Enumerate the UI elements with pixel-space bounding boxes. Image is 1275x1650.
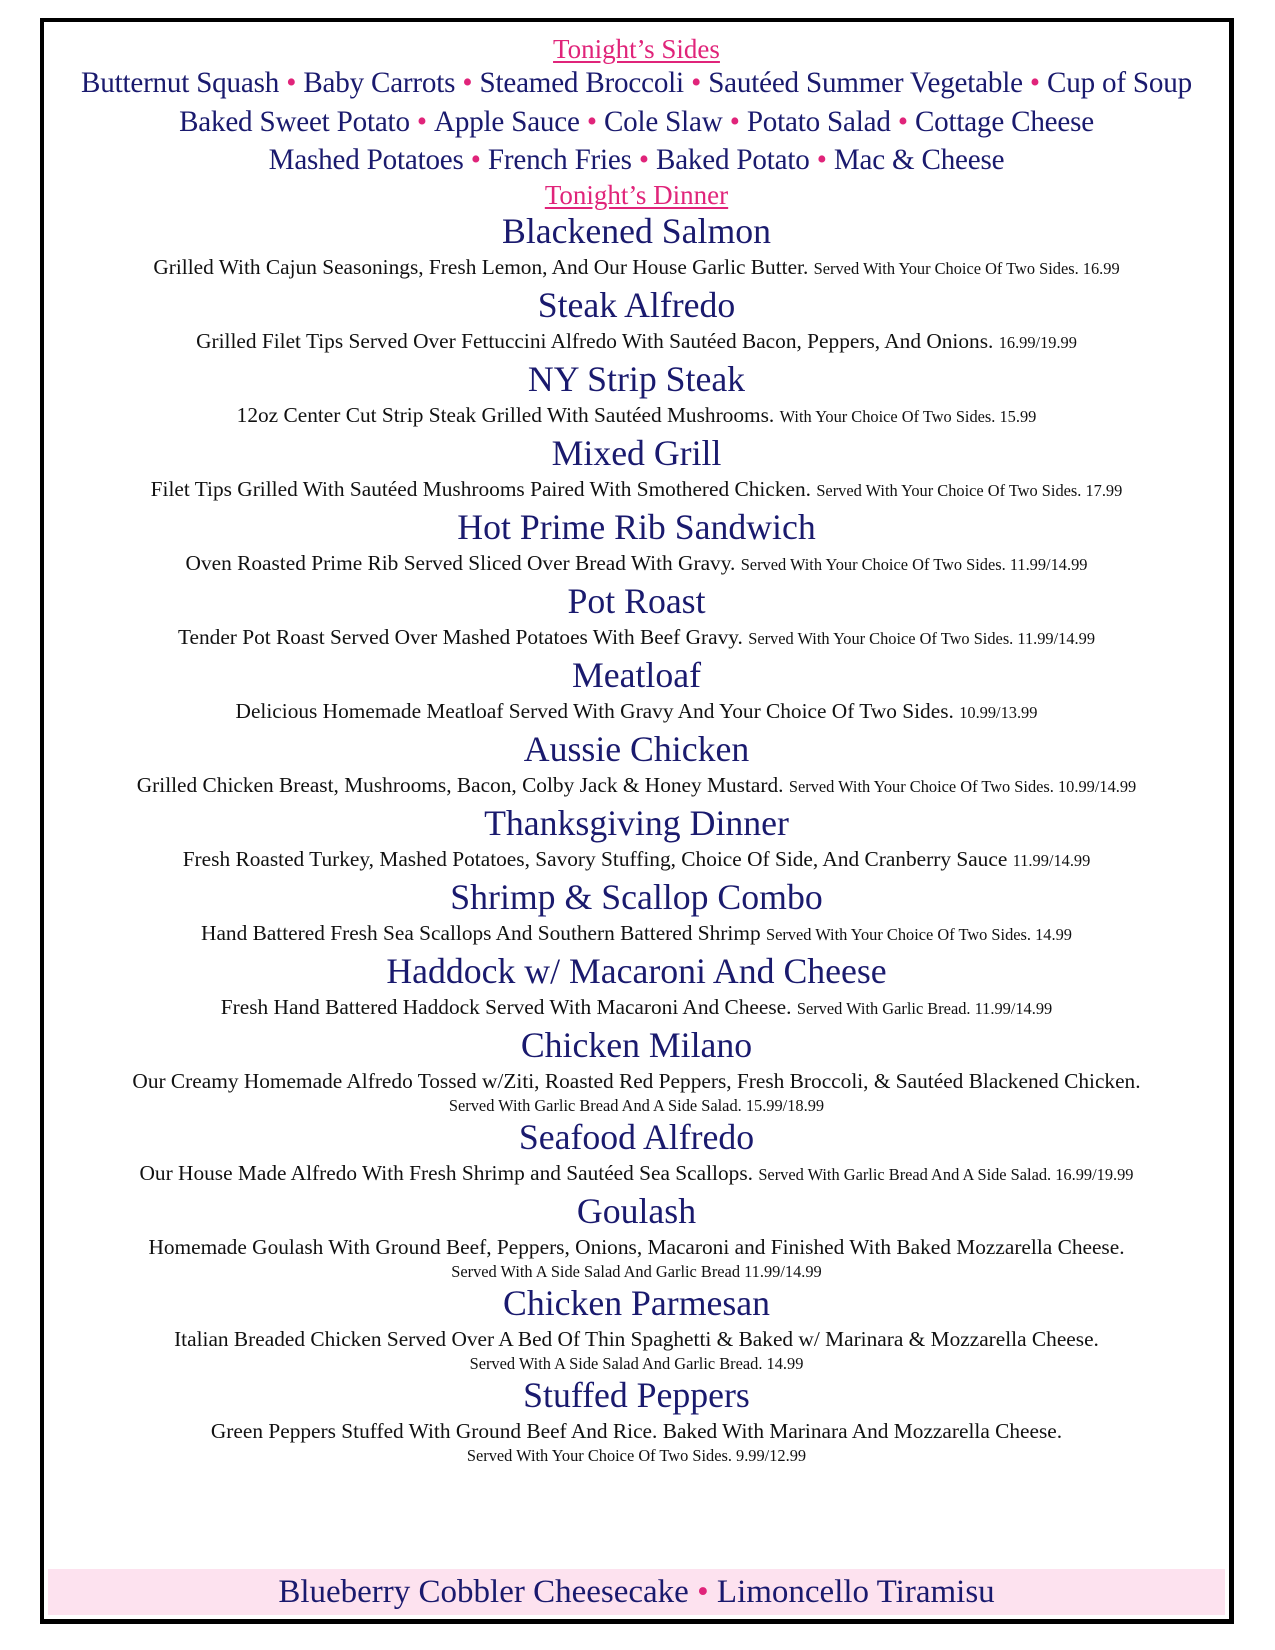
dinner-item-description [44, 844, 1229, 876]
separator-dot: • [286, 67, 297, 99]
separator-dot: • [691, 67, 702, 99]
dessert-item: Limoncello Tiramisu [716, 1574, 995, 1610]
dinner-item-price-note: Served With Your Choice Of Two Sides. 9.99/12.99 [466, 1445, 807, 1465]
dinner-item-name: Blackened Salmon [501, 210, 772, 251]
dinner-item-desc-main: Filet Tips Grilled With Sautéed Mushrooms Paired With Smothered Chicken. [150, 476, 811, 501]
dinner-item-name: Pot Roast [567, 580, 706, 621]
side-item: Baked Potato [656, 144, 810, 176]
dinner-item-name: Mixed Grill [551, 432, 722, 473]
dinner-item [44, 210, 1229, 284]
dinner-item-desc-main: Delicious Homemade Meatloaf Served With Gravy And Your Choice Of Two Sides. [235, 698, 954, 723]
dinner-item-desc-main: Our House Made Alfredo With Fresh Shrimp and Sautéed Sea Scallops. [139, 1160, 753, 1185]
dinner-item [44, 1190, 1229, 1282]
dinner-item [44, 358, 1229, 432]
dinner-item-desc-main: Fresh Roasted Turkey, Mashed Potatoes, Savory Stuffing, Choice Of Side, And Cranberry Sauce [182, 846, 1008, 871]
side-item: Baked Sweet Potato [179, 105, 410, 138]
dinner-item-price-note: Served With Your Choice Of Two Sides. 16.99 [813, 258, 1120, 278]
dinner-item-description [44, 770, 1229, 802]
separator-dot: • [816, 144, 827, 176]
dinner-item-desc-main: Tender Pot Roast Served Over Mashed Potatoes With Beef Gravy. [177, 624, 743, 649]
dinner-item-name: Hot Prime Rib Sandwich [457, 506, 816, 547]
dinner-item-description [44, 696, 1229, 728]
dinner-item-desc-main: Grilled With Cajun Seasonings, Fresh Lemon, And Our House Garlic Butter. [153, 254, 809, 279]
dinner-item-price-note: Served With Garlic Bread And A Side Salad. 16.99/19.99 [758, 1164, 1134, 1184]
side-item: Steamed Broccoli [479, 67, 684, 99]
dessert-item: Blueberry Cobbler Cheesecake [278, 1574, 689, 1610]
dinner-item-price-note: 16.99/19.99 [998, 332, 1077, 352]
dinner-heading: Tonight’s Dinner [544, 179, 729, 210]
dinner-item-name: Meatloaf [571, 654, 702, 695]
dinner-item [44, 1374, 1229, 1466]
side-item: Baby Carrots [303, 67, 456, 99]
sides-row [44, 141, 1229, 180]
side-item: Cup of Soup [1047, 67, 1192, 99]
dinner-item-desc-main: Green Peppers Stuffed With Ground Beef And Rice. Baked With Marinara And Mozzarella Cheese. [210, 1418, 1063, 1443]
dinner-item [44, 1282, 1229, 1374]
dinner-item-description [44, 326, 1229, 358]
dinner-item [44, 506, 1229, 580]
dinner-item [44, 1116, 1229, 1190]
sides-row [44, 103, 1229, 142]
dinner-item-name: Haddock w/ Macaroni And Cheese [386, 950, 887, 991]
dinner-item-price-note: Served With Your Choice Of Two Sides. 10.99/14.99 [788, 776, 1137, 796]
dinner-item-name: Seafood Alfredo [518, 1116, 755, 1157]
desserts-band [48, 1569, 1225, 1615]
dinner-item [44, 876, 1229, 950]
menu-content [44, 34, 1229, 1466]
dinner-item-desc-main: Grilled Chicken Breast, Mushrooms, Bacon, Colby Jack & Honey Mustard. [136, 772, 784, 797]
dinner-item-desc-main: Fresh Hand Battered Haddock Served With Macaroni And Cheese. [220, 994, 792, 1019]
separator-dot: • [697, 1574, 709, 1610]
dinner-item-name: Shrimp & Scallop Combo [450, 876, 823, 917]
dinner-item [44, 950, 1229, 1024]
sides-heading: Tonight’s Sides [553, 34, 720, 64]
dinner-item [44, 1024, 1229, 1116]
dinner-item-price-note: 10.99/13.99 [959, 702, 1038, 722]
dinner-item [44, 654, 1229, 728]
side-item: Cole Slaw [603, 105, 723, 138]
dinner-item-description [44, 1324, 1229, 1354]
side-item: Mashed Potatoes [268, 144, 464, 176]
dinner-item-desc-main: Oven Roasted Prime Rib Served Sliced Over Bread With Gravy. [185, 550, 736, 575]
separator-dot: • [1029, 67, 1040, 99]
dinner-item-name: Stuffed Peppers [523, 1374, 750, 1415]
dinner-item-description [44, 1066, 1229, 1096]
dinner-item [44, 432, 1229, 506]
separator-dot: • [470, 144, 481, 176]
menu-page [40, 18, 1234, 1624]
side-item: Butternut Squash [81, 67, 280, 99]
dinner-item-desc-main: Grilled Filet Tips Served Over Fettuccini Alfredo With Sautéed Bacon, Peppers, And Onions. [196, 328, 994, 353]
dinner-item-desc-main: Homemade Goulash With Ground Beef, Peppers, Onions, Macaroni and Finished With Baked Mozzarella Cheese. [148, 1234, 1125, 1259]
side-item: Cottage Cheese [914, 105, 1094, 138]
dinner-item-description [44, 252, 1229, 284]
dinner-item-description [44, 474, 1229, 506]
dinner-item [44, 284, 1229, 358]
dinner-item-price-note: Served With Your Choice Of Two Sides. 11.99/14.99 [748, 628, 1096, 648]
dinner-item-desc-main: Italian Breaded Chicken Served Over A Bed Of Thin Spaghetti & Baked w/ Marinara & Mozzarella Cheese. [174, 1326, 1099, 1351]
dinner-item [44, 580, 1229, 654]
dinner-item-description [44, 1416, 1229, 1446]
dinner-item-price-note: Served With Your Choice Of Two Sides. 14.99 [765, 924, 1072, 944]
dinner-item-price-note: Served With A Side Salad And Garlic Bread 11.99/14.99 [451, 1261, 822, 1281]
dinner-item-name: NY Strip Steak [527, 358, 746, 399]
side-item: Mac & Cheese [833, 144, 1005, 176]
sides-row [44, 64, 1229, 103]
dinner-item-price-note: Served With Garlic Bread. 11.99/14.99 [796, 998, 1053, 1018]
dinner-item-description [44, 992, 1229, 1024]
dinner-item-name: Aussie Chicken [523, 728, 750, 769]
side-item: Sautéed Summer Vegetable [708, 67, 1023, 99]
sides-list [44, 64, 1229, 180]
separator-dot: • [638, 144, 649, 176]
dinner-item-description [44, 622, 1229, 654]
dinner-item-description [44, 548, 1229, 580]
separator-dot: • [897, 105, 908, 138]
dinner-item-price-note: Served With Garlic Bread And A Side Salad. 15.99/18.99 [448, 1095, 825, 1115]
dinner-item-price-note: Served With Your Choice Of Two Sides. 11.99/14.99 [740, 554, 1088, 574]
dinner-item-name: Thanksgiving Dinner [484, 802, 789, 843]
dinner-item-description [44, 1232, 1229, 1262]
dinner-item-desc-main: Our Creamy Homemade Alfredo Tossed w/Ziti, Roasted Red Peppers, Fresh Broccoli, & Sautéed Blackened Chicken. [132, 1068, 1141, 1093]
dinner-item-price-note: Served With A Side Salad And Garlic Bread. 14.99 [469, 1353, 804, 1373]
dinner-item-description [44, 918, 1229, 950]
dinner-item [44, 802, 1229, 876]
side-item: Apple Sauce [434, 105, 580, 138]
dinner-item-price-note: Served With Your Choice Of Two Sides. 17.99 [816, 480, 1123, 500]
side-item: French Fries [487, 144, 632, 176]
dinner-item-desc-main: Hand Battered Fresh Sea Scallops And Southern Battered Shrimp [201, 920, 761, 945]
separator-dot: • [416, 105, 427, 138]
dinner-item-name: Chicken Parmesan [502, 1282, 771, 1323]
dinner-item-description [44, 1158, 1229, 1190]
dinner-item-desc-main: 12oz Center Cut Strip Steak Grilled With Sautéed Mushrooms. [236, 402, 775, 427]
side-item: Potato Salad [746, 105, 891, 138]
dinner-item-price-note: With Your Choice Of Two Sides. 15.99 [779, 406, 1037, 426]
separator-dot: • [462, 67, 473, 99]
dinner-list [44, 210, 1229, 1466]
dinner-item-name: Chicken Milano [520, 1024, 753, 1065]
dinner-item [44, 728, 1229, 802]
separator-dot: • [586, 105, 597, 138]
dinner-item-name: Steak Alfredo [537, 284, 736, 325]
separator-dot: • [729, 105, 740, 138]
dinner-item-name: Goulash [576, 1190, 697, 1231]
dinner-item-price-note: 11.99/14.99 [1012, 850, 1091, 870]
dinner-item-description [44, 400, 1229, 432]
